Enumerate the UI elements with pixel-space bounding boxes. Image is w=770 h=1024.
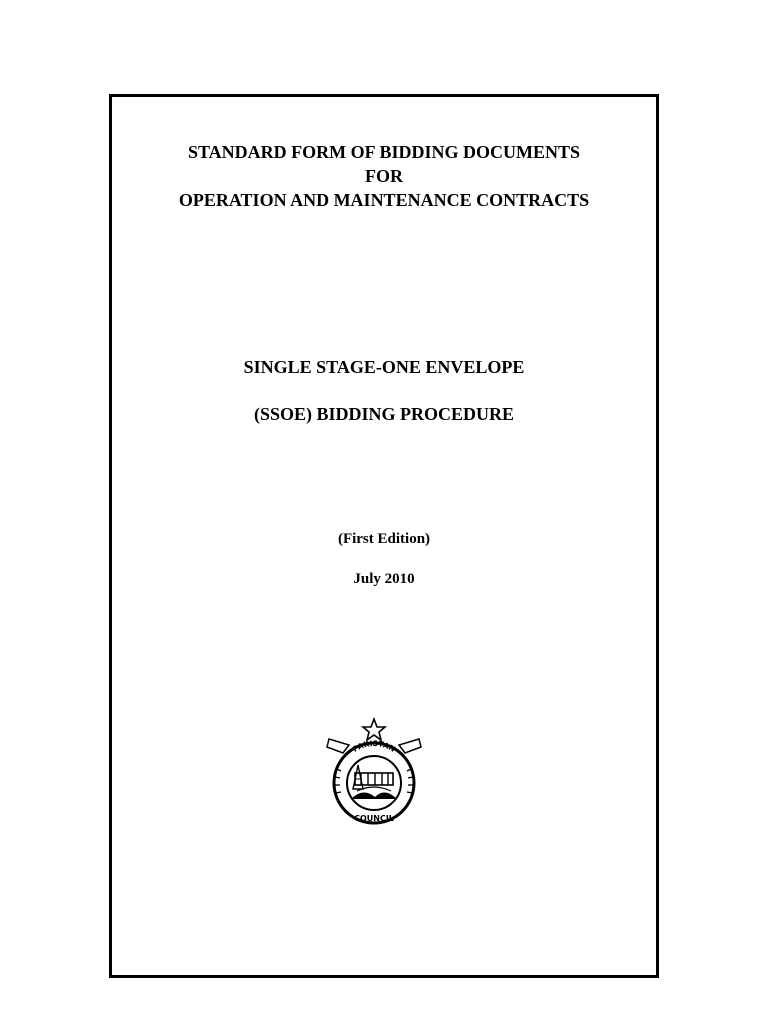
- procedure-line-1: SINGLE STAGE-ONE ENVELOPE: [243, 357, 525, 377]
- svg-text:PAKISTAN: PAKISTAN: [350, 738, 397, 754]
- page-border: [109, 94, 659, 978]
- title-line-1: STANDARD FORM OF BIDDING DOCUMENTS: [187, 142, 580, 162]
- date-label: July 2010: [353, 571, 415, 587]
- title-line-2: FOR: [365, 166, 403, 186]
- svg-text:COUNCIL: COUNCIL: [354, 814, 394, 823]
- council-seal-icon: [323, 717, 425, 829]
- title-line-3: OPERATION AND MAINTENANCE CONTRACTS: [178, 190, 590, 210]
- edition-label: (First Edition): [337, 531, 431, 547]
- document-title: [112, 140, 656, 212]
- procedure-line-2: (SSOE) BIDDING PROCEDURE: [253, 404, 515, 424]
